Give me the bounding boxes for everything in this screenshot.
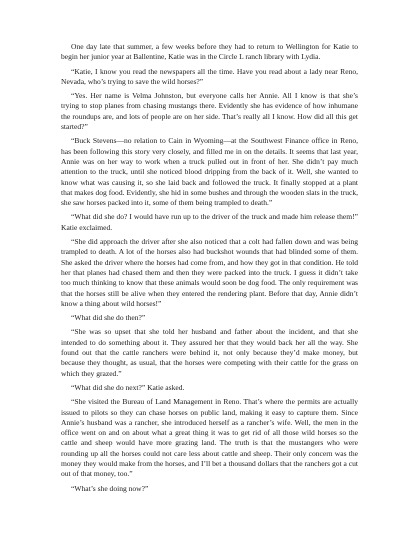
paragraph: “What’s she doing now?” [71,483,149,493]
paragraph: “She visited the Bureau of Land Management in Reno. That’s where the permits are actually issued to pilots so they can chase horses on public land, making it easy to capture them. Since Annie’s husband was a rancher, she introduced herself as a rancher’s wife. Well, the men in the office went on and on about what a great thing it was to get rid of all those wild horses so the cattle and sheep would have more grazing land. The truth is that the mustangers who were rounding up all the horses could not care less about cattle and sheep. Their only concern was the money they would make from the horses, and I’ll bet a thousand dollars that the ranchers got a cut out of that money, too.” [61,397,358,479]
paragraph: “What did she do? I would have run up to the driver of the truck and made him release them!” Katie exclaimed. [61,212,358,232]
paragraph: “She did approach the driver after she also noticed that a colt had fallen down and was being trampled to death. A lot of the horses also had buckshot wounds that had blinded some of them. She asked the driver where the horses had come from, and how they got in that condition. He told her that planes had chased them and then they were packed into the truck. I guess it didn’t take too much thinking to know that these animals would soon be dog food. The only requirement was that the horses still be alive when they entered the rendering plant. Before that day, Annie didn’t know a thing about wild horses!” [61,237,358,308]
paragraph: “Katie, I know you read the newspapers all the time. Have you read about a lady near Reno, Nevada, who’s trying to save the wild horses?” [61,66,358,86]
paragraph: “What did she do next?” Katie asked. [71,382,185,392]
paragraph: “What did she do then?” [71,313,146,323]
paragraph: “Buck Stevens—no relation to Cain in Wyoming—at the Southwest Finance office in Reno, has been following this story very closely, and filled me in on the details. It seems that last year, Annie was on her way to work when a truck pulled out in front of her. She didn’t pay much attention to the truck, until she noticed blood dripping from the back of it. Well, she wanted to know what was causing it, so she laid back and followed the truck. It finally stopped at a plant that makes dog food. Evidently, she hid in some bushes and through the wooden slats in the truck, she saw horses packed into it, some of them being trampled to death.” [61,136,358,208]
paragraph: One day late that summer, a few weeks before they had to return to Wellington for Katie to begin her junior year at Ballentine, Katie was in the Circle L ranch library with Lydia. [61,42,358,62]
paragraph: “She was so upset that she told her husband and father about the incident, and that she intended to do something about it. They assured her that they would back her all the way. She found out that the cattle ranchers were behind it, not only because they’d make money, but because they thought, as usual, that the horses were competing with their cattle for the grass on which they grazed.” [61,327,358,378]
paragraph: “Yes. Her name is Velma Johnston, but everyone calls her Annie. All I know is that she’s trying to stop planes from chasing mustangs there. Evidently she has evidence of how inhumane the roundups are, and lots of people are on her side. That’s really all I know. How did all this get started?” [61,91,358,132]
